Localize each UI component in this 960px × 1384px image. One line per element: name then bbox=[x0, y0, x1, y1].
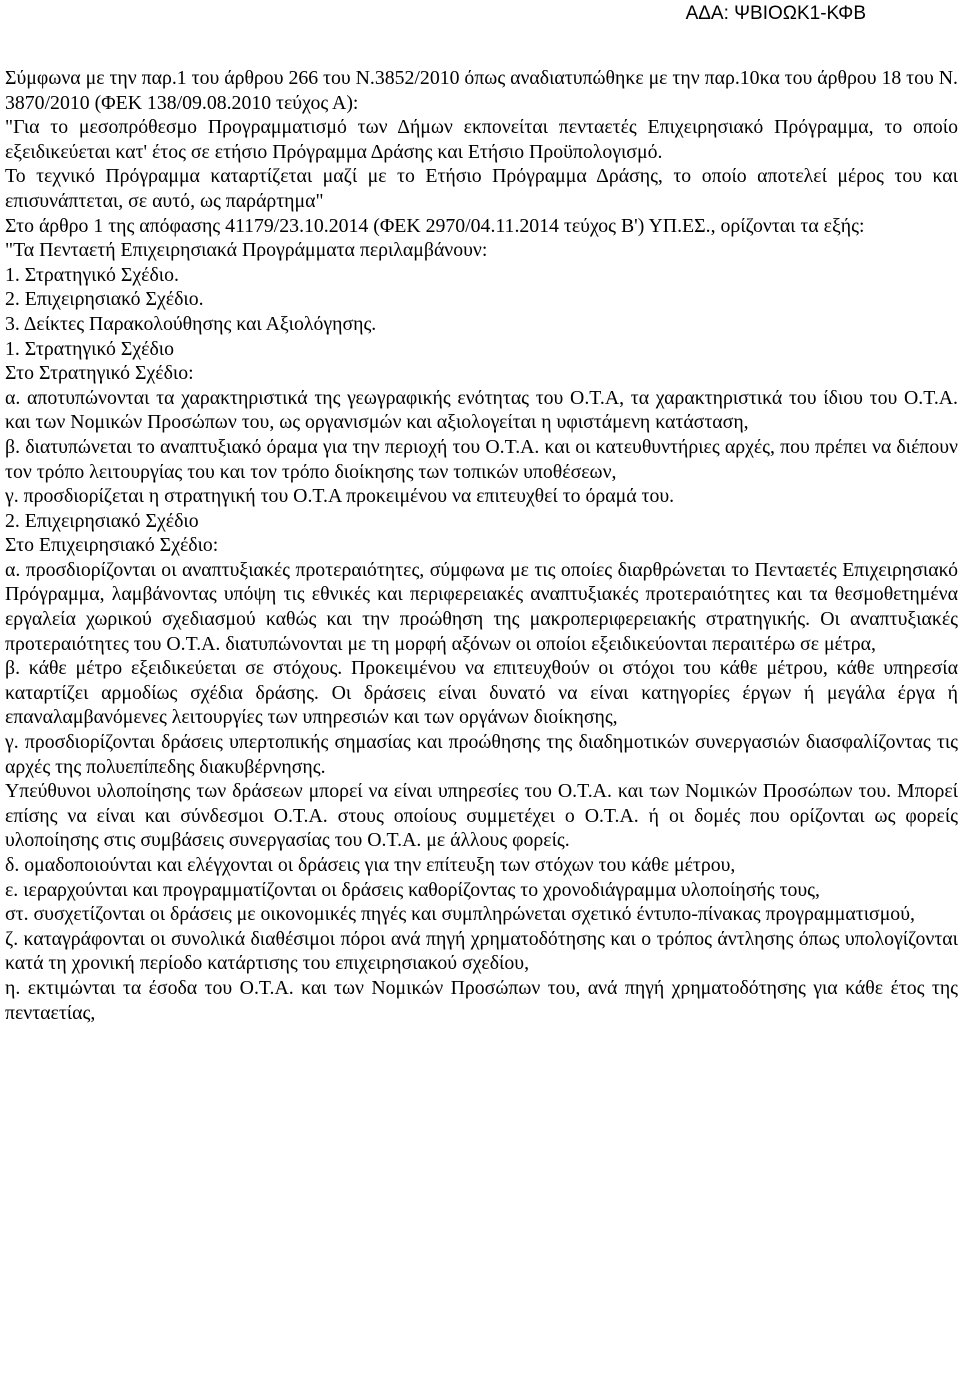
paragraph-strategic-a: α. αποτυπώνονται τα χαρακτηριστικά της γεωγραφικής ενότητας του Ο.Τ.Α, τα χαρακτηριστικά του ίδιου του Ο.Τ.Α. και των Νομικών Προσώπων του, ως οργανισμών και αξιολογείται η υφιστάμενη κατάσταση, bbox=[5, 386, 958, 434]
paragraph-operational-d: δ. ομαδοποιούνται και ελέγχονται οι δράσεις για την επίτευξη των στόχων του κάθε μέτρου, bbox=[5, 854, 736, 876]
section-heading-operational-plan: 2. Επιχειρησιακό Σχέδιο bbox=[5, 509, 199, 532]
paragraph-technical-program: Το τεχνικό Πρόγραμμα καταρτίζεται μαζί με το Ετήσιο Πρόγραμμα Δράσης, το οποίο αποτελεί μέρος του και επισυνάπτεται, σε αυτό, ως παράρτημα" bbox=[5, 165, 958, 212]
list-item-operational-plan: 2. Επιχειρησιακό Σχέδιο. bbox=[5, 288, 204, 311]
paragraph-operational-c: γ. προσδιορίζονται δράσεις υπερτοπικής σημασίας και προώθησης της διαδημοτικών συνεργασιών διασφαλίζοντας τις αρχές της πολυεπίπεδης διακυβέρνησης. bbox=[5, 731, 958, 778]
paragraph-operational-h: η. εκτιμώνται τα έσοδα του Ο.Τ.Α. και των Νομικών Προσώπων του, ανά πηγή χρηματοδότησης για κάθε έτος της πενταετίας, bbox=[5, 976, 958, 1024]
paragraph-strategic-c: γ. προσδιορίζεται η στρατηγική του Ο.Τ.Α προκειμένου να επιτευχθεί το όραμά του. bbox=[5, 485, 675, 508]
paragraph-strategic-b: β. διατυπώνεται το αναπτυξιακό όραμα για την περιοχή του Ο.Τ.Α. και οι κατευθυντήριες αρχές, που πρέπει να διέπουν τον τρόπο λειτουργίας του και τον τρόπο διοίκησης των τοπικών υποθέσεων, bbox=[5, 435, 958, 483]
section-intro-strategic-plan: Στο Στρατηγικό Σχέδιο: bbox=[5, 362, 194, 385]
paragraph-operational-b: β. κάθε μέτρο εξειδικεύεται σε στόχους. Προκειμένου να επιτευχθούν οι στόχοι του κάθε μέτρου, κάθε υπηρεσία καταρτίζει αρμοδίως σχέδια δράσης. Οι δράσεις είναι δυνατό να είναι κατηγορίες έργων ή μεγάλα έργα ή επαναλαμβανόμενες λειτουργίες των υπηρεσιών και των οργάνων διοίκησης, bbox=[5, 657, 958, 729]
paragraph-legal-basis: Σύμφωνα με την παρ.1 του άρθρου 266 του Ν.3852/2010 όπως αναδιατυπώθηκε με την παρ.10κα του άρθρου 18 του Ν. 3870/2010 (ΦΕΚ 138/09.08.2010 τεύχος Α): bbox=[5, 67, 958, 114]
document-body bbox=[5, 66, 958, 1025]
section-intro-operational-plan: Στο Επιχειρησιακό Σχέδιο: bbox=[5, 534, 219, 557]
paragraph-quote-programming: "Για το μεσοπρόθεσμο Προγραμματισμό των Δήμων εκπονείται πενταετές Επιχειρησιακό Πρόγραμμα, το οποίο εξειδικεύεται κατ' έτος σε ετήσιο Πρόγραμμα Δράσης και Ετήσιο Προϋπολογισμό. bbox=[5, 116, 958, 163]
section-heading-strategic-plan: 1. Στρατηγικό Σχέδιο bbox=[5, 337, 174, 360]
ada-code: ΑΔΑ: ΨΒΙΟΩΚ1-ΚΦΒ bbox=[685, 3, 866, 24]
paragraph-implementers: Υπεύθυνοι υλοποίησης των δράσεων μπορεί να είναι υπηρεσίες του Ο.Τ.Α. και των Νομικών Προσώπων του. Μπορεί επίσης να είναι και σύνδεσμοι Ο.Τ.Α. στους οποίους συμμετέχει ο Ο.Τ.Α. ή οι δομές που ορίζονται ως φορείς υλοποίησης στις συμβάσεις συνεργασίας του Ο.Τ.Α. με άλλους φορείς. bbox=[5, 780, 958, 852]
paragraph-operational-e: ε. ιεραρχούνται και προγραμματίζονται οι δράσεις καθορίζοντας το χρονοδιάγραμμα υλοποίησής τους, bbox=[5, 878, 820, 901]
paragraph-decision-article: Στο άρθρο 1 της απόφασης 41179/23.10.2014 (ΦΕΚ 2970/04.11.2014 τεύχος Β') ΥΠ.ΕΣ., ορίζονται τα εξής: bbox=[5, 214, 865, 237]
paragraph-programs-include: "Τα Πενταετή Επιχειρησιακά Προγράμματα περιλαμβάνουν: bbox=[5, 239, 488, 262]
paragraph-operational-z: ζ. καταγράφονται οι συνολικά διαθέσιμοι πόροι ανά πηγή χρηματοδότησης και ο τρόπος άντλησης όπως υπολογίζονται κατά τη χρονική περίοδο κατάρτισης του επιχειρησιακού σχεδίου, bbox=[5, 927, 958, 975]
paragraph-operational-st: στ. συσχετίζονται οι δράσεις με οικονομικές πηγές και συμπληρώνεται σχετικό έντυπο-πίνακας προγραμματισμού, bbox=[5, 903, 915, 926]
list-item-strategic-plan: 1. Στρατηγικό Σχέδιο. bbox=[5, 263, 179, 286]
paragraph-operational-a: α. προσδιορίζονται οι αναπτυξιακές προτεραιότητες, σύμφωνα με τις οποίες διαρθρώνεται το Πενταετές Επιχειρησιακό Πρόγραμμα, λαμβάνοντας υπόψη τις εθνικές και περιφερειακές αναπτυξιακές προτεραιότητες και τα θεσμοθετημένα εργαλεία χωρικού σχεδιασμού καθώς και την προώθηση της μακροπεριφερειακής στρατηγικής. Οι αναπτυξιακές προτεραιότητες του Ο.Τ.Α. διατυπώνονται με τη μορφή αξόνων οι οποίοι εξειδικεύονται περαιτέρω σε μέτρα, bbox=[5, 558, 958, 655]
list-item-indicators: 3. Δείκτες Παρακολούθησης και Αξιολόγησης. bbox=[5, 312, 377, 335]
